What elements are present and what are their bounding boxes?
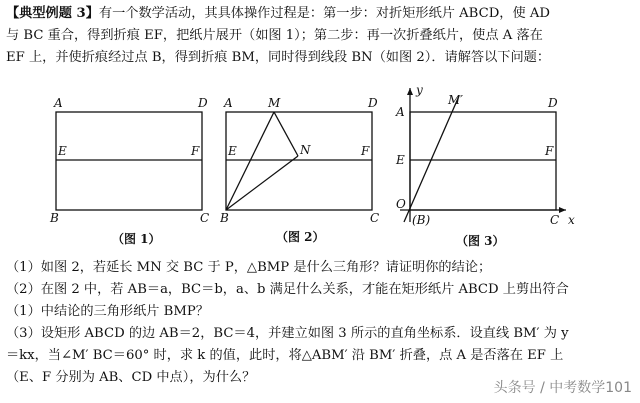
- problem-tag: 【典型例题 3】: [6, 6, 99, 21]
- figure-3: [386, 82, 586, 232]
- watermark: 头条号 / 中考数学101: [493, 380, 632, 396]
- fig3-label-m: M′: [448, 93, 464, 107]
- fig1-label-a: A: [54, 96, 63, 110]
- fig2-label-f: F: [361, 144, 370, 158]
- fig2-label-d: D: [368, 96, 378, 110]
- intro-line-2: 与 BC 重合，得到折痕 EF，把纸片展开（如图 1）；第二步：再一次折叠纸片，使点 A 落在: [6, 28, 543, 43]
- figure-1-caption: （图 1）: [112, 232, 161, 246]
- fig2-label-e: E: [228, 144, 237, 158]
- fig2-label-b: B: [220, 211, 229, 225]
- question-2-line-1: （2）在图 2 中，若 AB＝a，BC＝b，a、b 满足什么关系，才能在矩形纸片 ABCD 上剪出符合: [6, 282, 569, 297]
- fig2-label-a: A: [224, 96, 233, 110]
- intro-text-1: 有一个数学活动，其具体操作过程是：第一步：对折矩形纸片 ABCD，使 AD: [98, 6, 550, 21]
- fig3-label-a: A: [396, 105, 405, 119]
- figure-3-caption: （图 3）: [456, 234, 505, 248]
- fig3-label-f: F: [545, 144, 554, 158]
- fig3-label-e: E: [396, 153, 405, 167]
- fig2-label-c: C: [370, 211, 380, 225]
- fig2-rectangle: [226, 112, 372, 210]
- question-2-line-2: （1）中结论的三角形纸片 BMP？: [6, 304, 209, 319]
- fig1-label-c: C: [200, 211, 210, 225]
- intro-line-3: EF 上，并使折痕经过点 B，得到折痕 BM，同时得到线段 BN（如图 2）．请解答以下问题：: [6, 50, 551, 65]
- fig1-label-d: D: [198, 96, 208, 110]
- fig2-segment-bm: [226, 112, 274, 210]
- fig3-label-x: x: [568, 213, 575, 227]
- fig2-segment-mn: [274, 112, 298, 156]
- fig3-rectangle: [410, 112, 556, 210]
- figure-2-caption: （图 2）: [276, 230, 325, 244]
- fig3-line-bm: [404, 96, 459, 222]
- figure-1: [40, 92, 220, 232]
- fig1-rectangle: [56, 112, 202, 210]
- fig3-label-b: (B): [412, 213, 431, 227]
- fig1-label-f: F: [191, 144, 200, 158]
- fig3-label-d: D: [548, 96, 558, 110]
- question-3-line-3: （E、F 分别为 AB、CD 中点），为什么？: [6, 370, 256, 385]
- figure-2: [220, 92, 400, 232]
- fig3-x-arrow: [559, 207, 566, 213]
- fig3-label-y: y: [416, 83, 423, 97]
- question-3-line-1: （3）设矩形 ABCD 的边 AB＝2，BC＝4，并建立如图 3 所示的直角坐标系．设直线 BM′ 为 y: [6, 326, 569, 341]
- fig2-label-n: N: [300, 143, 311, 157]
- fig3-label-c: C: [550, 213, 560, 227]
- question-1: （1）如图 2，若延长 MN 交 BC 于 P，△BMP 是什么三角形？请证明你的结论；: [6, 260, 492, 275]
- intro-line-1: [6, 4, 550, 23]
- fig3-label-o: O: [396, 197, 406, 211]
- question-3-line-2: ＝kx，当∠M′ BC＝60° 时，求 k 的值，此时，将△ABM′ 沿 BM′ 折叠，点 A 是否落在 EF 上: [6, 348, 564, 363]
- fig1-label-e: E: [58, 144, 67, 158]
- fig2-segment-bn: [226, 156, 298, 210]
- fig2-label-m: M: [268, 96, 281, 110]
- fig3-y-arrow: [407, 88, 413, 95]
- fig1-label-b: B: [50, 211, 59, 225]
